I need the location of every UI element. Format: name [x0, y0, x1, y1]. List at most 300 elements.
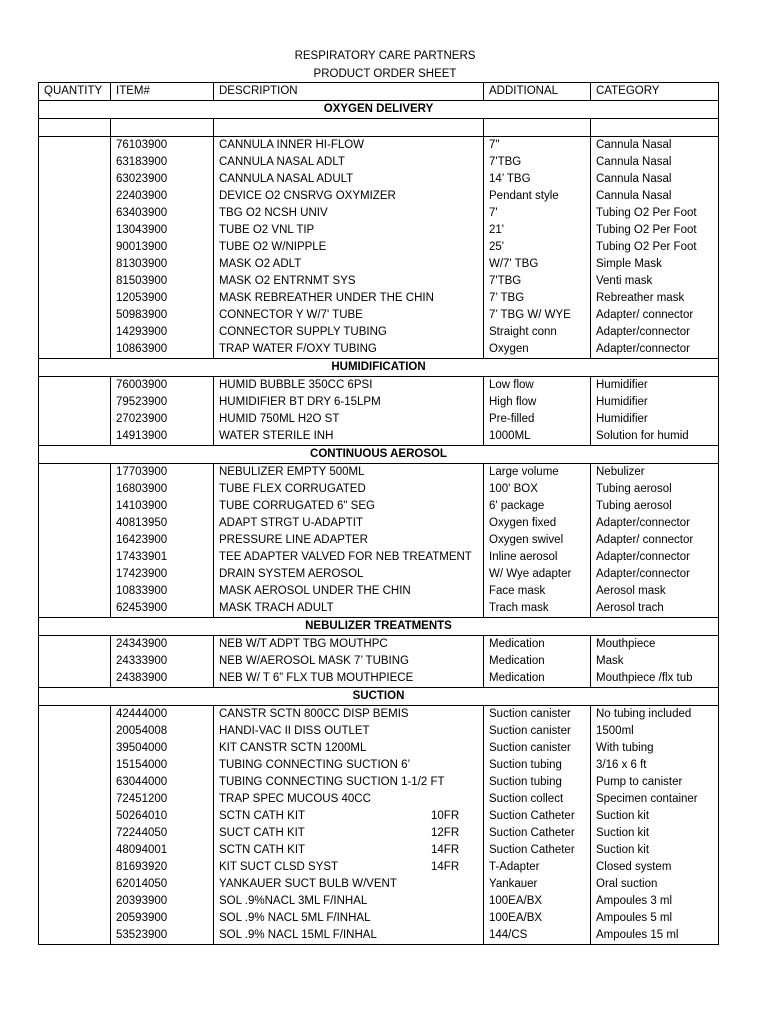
category-cell: Cannula Nasal: [591, 154, 719, 171]
description-text: HUMIDIFIER BT DRY 6-15LPM: [219, 396, 381, 408]
table-row: [39, 411, 719, 428]
category-cell: Suction kit: [591, 842, 719, 859]
category-cell: Mouthpiece /flx tub: [591, 670, 719, 688]
category-cell: No tubing included: [591, 706, 719, 724]
additional-cell: 7": [484, 137, 591, 155]
category-cell: Adapter/connector: [591, 341, 719, 359]
additional-cell: 25': [484, 239, 591, 256]
quantity-cell[interactable]: [39, 411, 111, 428]
description-wrap: [219, 341, 483, 358]
item-number-cell: 16803900: [111, 481, 214, 498]
quantity-cell[interactable]: [39, 808, 111, 825]
quantity-cell[interactable]: [39, 394, 111, 411]
description-cell: [214, 498, 484, 515]
quantity-cell[interactable]: [39, 481, 111, 498]
description-wrap: [219, 324, 483, 341]
description-text: CANNULA NASAL ADULT: [219, 173, 354, 185]
quantity-cell[interactable]: [39, 205, 111, 222]
table-row: [39, 893, 719, 910]
section-title: OXYGEN DELIVERY: [39, 101, 719, 119]
section-title: CONTINUOUS AEROSOL: [39, 446, 719, 464]
description-text: SOL .9% NACL 5ML F/INHAL: [219, 912, 371, 924]
category-cell: Rebreather mask: [591, 290, 719, 307]
description-text: SUCT CATH KIT: [219, 827, 305, 839]
description-text: MASK O2 ADLT: [219, 258, 302, 270]
additional-cell: 100' BOX: [484, 481, 591, 498]
quantity-cell[interactable]: [39, 498, 111, 515]
description-wrap: [219, 498, 483, 515]
description-cell: [214, 791, 484, 808]
description-wrap: [219, 290, 483, 307]
description-cell: [214, 740, 484, 757]
table-row: [39, 464, 719, 482]
description-wrap: [219, 137, 483, 154]
table-row: [39, 706, 719, 724]
description-wrap: [219, 757, 483, 774]
category-cell: Pump to canister: [591, 774, 719, 791]
quantity-cell[interactable]: [39, 670, 111, 688]
description-cell: [214, 653, 484, 670]
description-wrap: [219, 566, 483, 583]
description-wrap: [219, 774, 483, 791]
item-number-cell: 63183900: [111, 154, 214, 171]
description-wrap: [219, 842, 483, 859]
category-cell: Adapter/connector: [591, 515, 719, 532]
item-number-cell: 40813950: [111, 515, 214, 532]
description-wrap: [219, 927, 483, 944]
quantity-cell[interactable]: [39, 137, 111, 155]
col-header-category: CATEGORY: [591, 83, 719, 101]
description-cell: [214, 137, 484, 155]
company-title: RESPIRATORY CARE PARTNERS: [294, 50, 476, 62]
description-text: TBG O2 NCSH UNIV: [219, 207, 328, 219]
item-number-cell: 50983900: [111, 307, 214, 324]
section-header-row: [39, 101, 719, 119]
blank-cell: [591, 119, 719, 137]
additional-cell: 6' package: [484, 498, 591, 515]
item-number-cell: 24333900: [111, 653, 214, 670]
additional-cell: Trach mask: [484, 600, 591, 618]
description-text: SOL .9% NACL 15ML F/INHAL: [219, 929, 377, 941]
additional-cell: Medication: [484, 636, 591, 654]
item-number-cell: 12053900: [111, 290, 214, 307]
item-number-cell: 48094001: [111, 842, 214, 859]
description-cell: [214, 411, 484, 428]
quantity-cell[interactable]: [39, 377, 111, 395]
category-cell: Ampoules 3 ml: [591, 893, 719, 910]
category-cell: Aerosol trach: [591, 600, 719, 618]
item-number-cell: 15154000: [111, 757, 214, 774]
additional-cell: Suction canister: [484, 740, 591, 757]
description-wrap: [219, 205, 483, 222]
category-cell: Ampoules 5 ml: [591, 910, 719, 927]
additional-cell: High flow: [484, 394, 591, 411]
table-row: [39, 256, 719, 273]
table-row: [39, 498, 719, 515]
quantity-cell[interactable]: [39, 464, 111, 482]
table-row: [39, 653, 719, 670]
description-cell: [214, 927, 484, 945]
description-wrap: [219, 307, 483, 324]
category-cell: 1500ml: [591, 723, 719, 740]
item-number-cell: 76103900: [111, 137, 214, 155]
item-number-cell: 50264010: [111, 808, 214, 825]
table-row: [39, 808, 719, 825]
category-cell: Cannula Nasal: [591, 171, 719, 188]
description-cell: [214, 481, 484, 498]
sheet-title: PRODUCT ORDER SHEET: [313, 68, 457, 80]
quantity-cell[interactable]: [39, 927, 111, 945]
table-row: [39, 307, 719, 324]
description-text: HUMID 750ML H2O ST: [219, 413, 340, 425]
item-number-cell: 72244050: [111, 825, 214, 842]
item-number-cell: 17433901: [111, 549, 214, 566]
description-text: NEB W/T ADPT TBG MOUTHPC: [219, 638, 388, 650]
description-cell: [214, 239, 484, 256]
item-number-cell: 39504000: [111, 740, 214, 757]
description-wrap: [219, 808, 483, 825]
description-cell: [214, 876, 484, 893]
description-cell: [214, 670, 484, 688]
category-cell: Cannula Nasal: [591, 188, 719, 205]
description-cell: [214, 808, 484, 825]
category-cell: Adapter/connector: [591, 566, 719, 583]
description-text: KIT SUCT CLSD SYST: [219, 861, 339, 873]
table-row: [39, 927, 719, 945]
description-text: SCTN CATH KIT: [219, 810, 306, 822]
col-header-item: ITEM#: [111, 83, 214, 101]
description-cell: [214, 307, 484, 324]
table-row: [39, 222, 719, 239]
table-row: [39, 377, 719, 395]
quantity-cell[interactable]: [39, 566, 111, 583]
description-wrap: [219, 893, 483, 910]
description-text: KIT CANSTR SCTN 1200ML: [219, 742, 367, 754]
quantity-cell[interactable]: [39, 723, 111, 740]
col-header-quantity: QUANTITY: [39, 83, 111, 101]
category-cell: Suction kit: [591, 825, 719, 842]
category-cell: With tubing: [591, 740, 719, 757]
quantity-cell[interactable]: [39, 636, 111, 654]
table-row: [39, 600, 719, 618]
additional-cell: Suction tubing: [484, 757, 591, 774]
additional-cell: 7’ TBG W/ WYE: [484, 307, 591, 324]
table-row: [39, 481, 719, 498]
additional-cell: 1000ML: [484, 428, 591, 446]
additional-cell: Pendant style: [484, 188, 591, 205]
description-text: HANDI-VAC II DISS OUTLET: [219, 725, 370, 737]
additional-cell: 14’ TBG: [484, 171, 591, 188]
quantity-cell[interactable]: [39, 171, 111, 188]
column-header-row: [39, 83, 719, 101]
quantity-cell[interactable]: [39, 307, 111, 324]
table-row: [39, 876, 719, 893]
quantity-cell[interactable]: [39, 791, 111, 808]
quantity-cell[interactable]: [39, 549, 111, 566]
category-cell: Tubing O2 Per Foot: [591, 205, 719, 222]
category-cell: Aerosol mask: [591, 583, 719, 600]
category-cell: Closed system: [591, 859, 719, 876]
category-cell: Ampoules 15 ml: [591, 927, 719, 945]
description-cell: [214, 893, 484, 910]
section-title: NEBULIZER TREATMENTS: [39, 618, 719, 636]
catheter-size: 10FR: [431, 810, 460, 822]
item-number-cell: 20393900: [111, 893, 214, 910]
catheter-size: 14FR: [431, 861, 460, 873]
category-cell: Nebulizer: [591, 464, 719, 482]
category-cell: Humidifier: [591, 377, 719, 395]
description-wrap: [219, 876, 483, 893]
quantity-cell[interactable]: [39, 893, 111, 910]
table-row: [39, 583, 719, 600]
description-cell: [214, 600, 484, 618]
category-cell: Tubing aerosol: [591, 498, 719, 515]
section-header-row: [39, 359, 719, 377]
description-wrap: [219, 791, 483, 808]
description-cell: [214, 636, 484, 654]
additional-cell: Medication: [484, 670, 591, 688]
table-row: [39, 842, 719, 859]
description-text: PRESSURE LINE ADAPTER: [219, 534, 368, 546]
quantity-cell[interactable]: [39, 324, 111, 341]
col-header-description: DESCRIPTION: [214, 83, 484, 101]
description-cell: [214, 515, 484, 532]
additional-cell: Low flow: [484, 377, 591, 395]
additional-cell: Straight conn: [484, 324, 591, 341]
description-text: TUBING CONNECTING SUCTION 1-1/2 FT: [219, 776, 445, 788]
blank-cell: [214, 119, 484, 137]
description-wrap: [219, 377, 483, 394]
description-cell: [214, 723, 484, 740]
item-number-cell: 62453900: [111, 600, 214, 618]
table-row: [39, 273, 719, 290]
category-cell: Cannula Nasal: [591, 137, 719, 155]
description-text: CANNULA INNER HI-FLOW: [219, 139, 365, 151]
description-cell: [214, 428, 484, 446]
description-cell: [214, 324, 484, 341]
description-cell: [214, 171, 484, 188]
additional-cell: Suction canister: [484, 706, 591, 724]
additional-cell: Pre-filled: [484, 411, 591, 428]
table-row: [39, 532, 719, 549]
item-number-cell: 10833900: [111, 583, 214, 600]
quantity-cell[interactable]: [39, 876, 111, 893]
category-cell: Adapter/ connector: [591, 307, 719, 324]
quantity-cell[interactable]: [39, 273, 111, 290]
description-text: NEB W/AEROSOL MASK 7’ TUBING: [219, 655, 410, 667]
quantity-cell[interactable]: [39, 859, 111, 876]
description-wrap: [219, 273, 483, 290]
description-text: MASK REBREATHER UNDER THE CHIN: [219, 292, 434, 304]
quantity-cell[interactable]: [39, 583, 111, 600]
description-text: TRAP WATER F/OXY TUBING: [219, 343, 377, 355]
quantity-cell[interactable]: [39, 154, 111, 171]
description-text: TUBE O2 W/NIPPLE: [219, 241, 327, 253]
item-number-cell: 81303900: [111, 256, 214, 273]
description-cell: [214, 583, 484, 600]
additional-cell: 7'TBG: [484, 273, 591, 290]
description-cell: [214, 188, 484, 205]
description-text: NEBULIZER EMPTY 500ML: [219, 466, 365, 478]
quantity-cell[interactable]: [39, 706, 111, 724]
description-wrap: [219, 515, 483, 532]
table-row: [39, 774, 719, 791]
description-cell: [214, 464, 484, 482]
section-header-row: [39, 688, 719, 706]
item-number-cell: 22403900: [111, 188, 214, 205]
blank-cell: [39, 119, 111, 137]
quantity-cell[interactable]: [39, 341, 111, 359]
quantity-cell[interactable]: [39, 222, 111, 239]
blank-row: [39, 119, 719, 137]
table-row: [39, 549, 719, 566]
description-cell: [214, 377, 484, 395]
quantity-cell[interactable]: [39, 910, 111, 927]
item-number-cell: 63403900: [111, 205, 214, 222]
description-text: CANSTR SCTN 800CC DISP BEMIS: [219, 708, 409, 720]
category-cell: Oral suction: [591, 876, 719, 893]
item-number-cell: 81503900: [111, 273, 214, 290]
description-cell: [214, 222, 484, 239]
item-number-cell: 27023900: [111, 411, 214, 428]
additional-cell: Medication: [484, 653, 591, 670]
table-row: [39, 394, 719, 411]
description-wrap: [219, 532, 483, 549]
table-row: [39, 205, 719, 222]
category-cell: Humidifier: [591, 411, 719, 428]
description-text: TUBE CORRUGATED 6" SEG: [219, 500, 375, 512]
additional-cell: T-Adapter: [484, 859, 591, 876]
item-number-cell: 72451200: [111, 791, 214, 808]
item-number-cell: 17703900: [111, 464, 214, 482]
item-number-cell: 24383900: [111, 670, 214, 688]
quantity-cell[interactable]: [39, 653, 111, 670]
additional-cell: 7’ TBG: [484, 290, 591, 307]
description-text: HUMID BUBBLE 350CC 6PSI: [219, 379, 373, 391]
quantity-cell[interactable]: [39, 188, 111, 205]
description-wrap: [219, 600, 483, 617]
quantity-cell[interactable]: [39, 740, 111, 757]
description-wrap: [219, 428, 483, 445]
description-cell: [214, 706, 484, 724]
item-number-cell: 63023900: [111, 171, 214, 188]
description-wrap: [219, 706, 483, 723]
additional-cell: 21': [484, 222, 591, 239]
quantity-cell[interactable]: [39, 532, 111, 549]
description-text: NEB W/ T 6” FLX TUB MOUTHPIECE: [219, 672, 414, 684]
additional-cell: 7': [484, 205, 591, 222]
category-cell: 3/16 x 6 ft: [591, 757, 719, 774]
description-wrap: [219, 411, 483, 428]
quantity-cell[interactable]: [39, 256, 111, 273]
description-wrap: [219, 222, 483, 239]
table-row: [39, 859, 719, 876]
table-row: [39, 723, 719, 740]
description-text: YANKAUER SUCT BULB W/VENT: [219, 878, 397, 890]
description-wrap: [219, 825, 483, 842]
quantity-cell[interactable]: [39, 239, 111, 256]
quantity-cell[interactable]: [39, 842, 111, 859]
description-cell: [214, 273, 484, 290]
item-number-cell: 20593900: [111, 910, 214, 927]
quantity-cell[interactable]: [39, 290, 111, 307]
additional-cell: 100EA/BX: [484, 910, 591, 927]
catheter-size: 12FR: [431, 827, 460, 839]
description-wrap: [219, 464, 483, 481]
product-order-table: [38, 82, 719, 945]
table-row: [39, 171, 719, 188]
description-wrap: [219, 549, 483, 566]
additional-cell: W/7' TBG: [484, 256, 591, 273]
description-cell: [214, 154, 484, 171]
category-cell: Suction kit: [591, 808, 719, 825]
item-number-cell: 62014050: [111, 876, 214, 893]
additional-cell: Large volume: [484, 464, 591, 482]
quantity-cell[interactable]: [39, 515, 111, 532]
quantity-cell[interactable]: [39, 757, 111, 774]
item-number-cell: 76003900: [111, 377, 214, 395]
item-number-cell: 13043900: [111, 222, 214, 239]
quantity-cell[interactable]: [39, 774, 111, 791]
description-text: DRAIN SYSTEM AEROSOL: [219, 568, 364, 580]
category-cell: Venti mask: [591, 273, 719, 290]
description-wrap: [219, 171, 483, 188]
description-text: CONNECTOR Y W/7' TUBE: [219, 309, 363, 321]
section-title: SUCTION: [39, 688, 719, 706]
description-cell: [214, 757, 484, 774]
description-text: TRAP SPEC MUCOUS 40CC: [219, 793, 371, 805]
table-row: [39, 188, 719, 205]
additional-cell: Yankauer: [484, 876, 591, 893]
table-row: [39, 670, 719, 688]
description-text: CANNULA NASAL ADLT: [219, 156, 345, 168]
category-cell: Mouthpiece: [591, 636, 719, 654]
description-wrap: [219, 859, 483, 876]
item-number-cell: 79523900: [111, 394, 214, 411]
item-number-cell: 90013900: [111, 239, 214, 256]
category-cell: Solution for humid: [591, 428, 719, 446]
table-row: [39, 137, 719, 155]
additional-cell: 7'TBG: [484, 154, 591, 171]
additional-cell: Oxygen fixed: [484, 515, 591, 532]
description-cell: [214, 256, 484, 273]
quantity-cell[interactable]: [39, 428, 111, 446]
description-text: MASK AEROSOL UNDER THE CHIN: [219, 585, 411, 597]
table-row: [39, 154, 719, 171]
additional-cell: Suction canister: [484, 723, 591, 740]
quantity-cell[interactable]: [39, 600, 111, 618]
description-text: TUBING CONNECTING SUCTION 6’: [219, 759, 411, 771]
additional-cell: Oxygen swivel: [484, 532, 591, 549]
description-wrap: [219, 394, 483, 411]
item-number-cell: 20054008: [111, 723, 214, 740]
description-wrap: [219, 636, 483, 653]
additional-cell: Face mask: [484, 583, 591, 600]
description-wrap: [219, 910, 483, 927]
description-text: TEE ADAPTER VALVED FOR NEB TREATMENT: [219, 551, 472, 563]
category-cell: Humidifier: [591, 394, 719, 411]
description-wrap: [219, 256, 483, 273]
description-cell: [214, 205, 484, 222]
table-row: [39, 515, 719, 532]
quantity-cell[interactable]: [39, 825, 111, 842]
category-cell: Simple Mask: [591, 256, 719, 273]
description-text: TUBE O2 VNL TIP: [219, 224, 315, 236]
additional-cell: 144/CS: [484, 927, 591, 945]
category-cell: Specimen container: [591, 791, 719, 808]
item-number-cell: 63044000: [111, 774, 214, 791]
table-row: [39, 825, 719, 842]
